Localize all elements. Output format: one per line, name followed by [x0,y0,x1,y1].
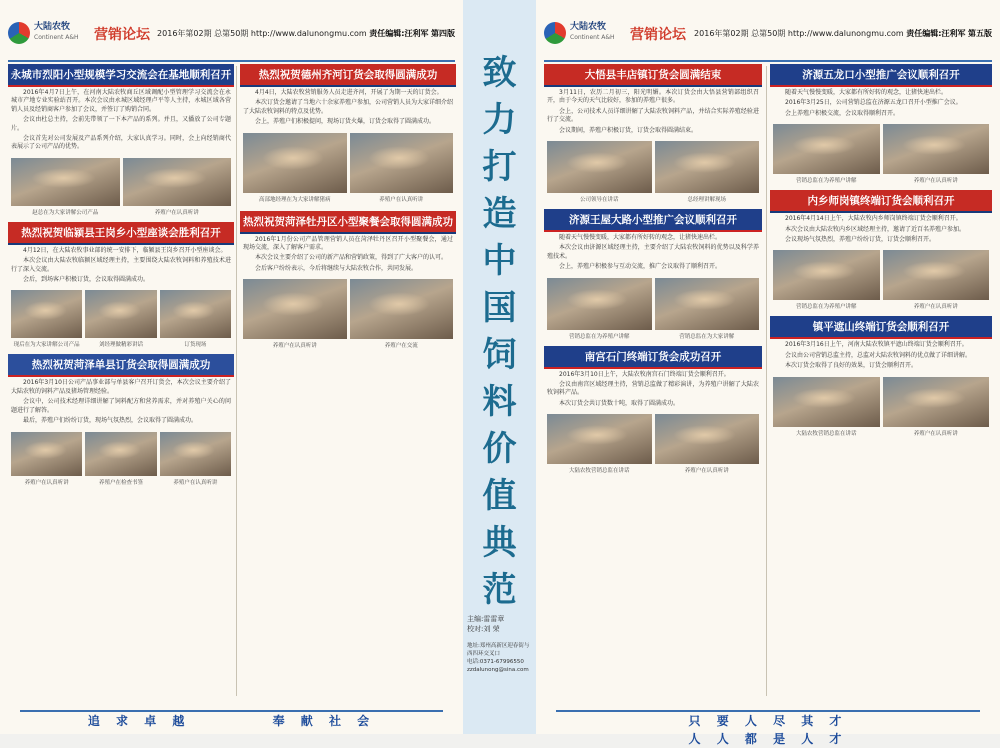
caption-row [770,176,992,184]
paragraph: 会上，公司技术人员详细讲解了大陆农牧饲料产品，并结合实际养殖经验进行了交流。 [547,107,759,124]
paragraph: 4月4日，大陆农牧营销服务人员走进齐河，开展了为期一天的订货会。 [255,89,443,96]
photo [243,133,347,193]
paragraph: 会议由杜总主持，会前先带领了一下本产品的系列。并且，又播放了公司专题片。 [11,116,231,132]
page-header [8,6,455,62]
photo [123,158,232,206]
paragraph: 2016年4月7日上午，在河南大陆农牧商丘区域调配小型管理学习交流会在永城市产地专业实验站召开。本次会议由永城区域经理卢平等人主持，永城区域各营销人员及经销商客户参加了会议，并签订了购销合同。 [11,89,231,113]
paragraph: 2016年3月25日，公司营销总监在济源五龙口召开小型推广会议。 [785,99,962,107]
photo [547,278,652,330]
slogan-left: 追 求 卓 越 [87,714,191,728]
photo-row [240,277,456,341]
photo-caption: 养殖户在交流 [384,343,418,350]
article-title: 热烈祝贺临颍县王岗乡小型座谈会胜利召开 [8,222,234,245]
page-four [0,0,463,734]
spine-title-char: 范 [482,570,517,610]
photo-caption: 养殖户在认真听讲 [379,196,424,203]
photo [160,432,231,476]
article [770,64,992,184]
slogan-left: 只 要 人 尽 其 才 [688,714,848,728]
paragraph: 本次会议由大陆农牧内乡区域经理主持，邀请了近百名养殖户参加。 [785,225,966,233]
column-divider [766,66,767,696]
editor-label: 责任编辑: [906,29,942,38]
photo-row [544,276,762,332]
center-spine [463,0,536,734]
paragraph: 2016年1月份公司产品管理营销人员在菏泽牡丹区召开小型聚餐会，通过现场交流，深入了解客户需求。 [243,235,453,252]
photo-row [8,430,234,478]
company-logo-icon [8,22,30,44]
spine-title-char: 致 [482,53,517,93]
paragraph: 本次订货会取得了良好的效果，订货会顺利召开。 [785,362,918,370]
paragraph: 会后，到场客户积极订货，会议取得圆满成功。 [23,276,150,284]
paragraph: 2016年4月14日上午，大陆农牧内乡师岗镇终端订货会顺利召开。 [785,215,962,223]
photo-caption: 营销总监在为养殖户讲解 [568,333,630,340]
article-body [770,87,992,122]
issue-number: 2016年第02期 [694,29,749,38]
paragraph: 2016年3月10日上午，大陆农牧南宫石门终端订货会顺利召开。 [559,370,730,378]
editor-label: 责任编辑: [369,29,405,38]
photo [547,414,652,464]
spine-title-char: 价 [482,429,517,469]
article-title: 南宫石门终端订货会成功召开 [544,346,762,369]
article [240,211,456,350]
caption-row [240,341,456,349]
paragraph: 会议由南宫区域经理主持，营销总监做了精彩演讲，为养殖户讲解了大陆农牧饲料产品。 [547,381,759,397]
paragraph: 3月11日，农历二月初三，阳光明媚。本次订货会由大悟县营销部组织召开，由于今天的天气比较好，参加的养殖户很多。 [547,89,759,105]
photo-caption: 总经理讲解现场 [687,197,726,204]
logo-english: Continent A&H [34,34,79,41]
phone: 0371-67996550 [479,659,524,665]
spine-title-char: 值 [482,476,517,516]
paragraph: 本次会议主要介绍了公司的新产品和营销政策，得到了广大客户的认可。 [255,254,448,262]
caption-row [544,195,762,203]
paragraph: 会议中，公司技术经理详细讲解了饲料配方和营养需求，并对养殖户关心的问题进行了解答。 [11,398,231,414]
article-body [8,245,234,289]
article-body [240,234,456,278]
photo-caption: 养殖户在认真听讲 [684,468,729,475]
chief-editor: 雷雷章 [483,615,505,623]
proofreader: 刘 荣 [483,625,500,633]
paragraph: 会议期间，养殖户积极订货，订货会取得圆满结束。 [559,126,698,134]
article [770,190,992,310]
photo-caption: 养殖户在认真听讲 [913,304,958,311]
page-number: 第四版 [431,29,455,38]
photo [883,377,990,427]
photo [350,279,454,339]
spine-title-char: 中 [482,241,517,281]
section-title: 营销论坛 [94,27,150,43]
caption-row [240,195,456,203]
paragraph: 会议现场气氛热烈，养殖户纷纷订货，订货会顺利召开。 [785,236,936,244]
logo-name: 大陆农牧 [570,22,607,32]
article-title: 镇平遮山终端订货会顺利召开 [770,316,992,339]
article [8,354,234,485]
spine-title-char: 典 [482,523,517,563]
page-five [536,0,1000,746]
proofreader-label: 校对: [467,625,484,633]
spine-title-char: 力 [482,100,517,140]
article-body [544,232,762,276]
photo-row [770,375,992,429]
column-divider [236,66,237,696]
photo-caption: 大陆农牧营销总监在讲话 [568,468,630,475]
photo-caption: 高部地经理在为大家讲解猪病 [258,196,331,203]
address: 郑州高新区迎春街与西四环交叉口 [467,643,530,657]
right-column [240,64,456,704]
photo-caption: 养殖户在认真听讲 [24,479,69,486]
paragraph: 会上养殖户积极交流，会议取得顺利召开。 [785,109,900,117]
caption-row [8,340,234,348]
photo [655,141,760,193]
photo [883,250,990,300]
paragraph: 本次会议由济源区域经理主持，主要介绍了大陆农牧饲料的优势以及科学养殖技术。 [547,244,759,260]
total-issue: 总第50期 [214,29,249,38]
photo [243,279,347,339]
photo [547,141,652,193]
spine-title-char: 造 [482,194,517,234]
photo-caption: 营销总监在为大家讲解 [679,333,735,340]
article-body [240,87,456,131]
article-title: 热烈祝贺德州齐河订货会取得圆满成功 [240,64,456,87]
photo-caption: 大陆农牧营销总监在讲话 [795,430,857,437]
issue-meta [157,28,455,39]
paragraph: 最后，养殖户们纷纷订货，现场气氛热烈，会议取得了圆满成功。 [23,417,198,425]
photo-caption: 养殖户在认真听讲 [154,209,199,216]
left-column [544,64,762,704]
paragraph: 会议首先对公司发展及产品系列介绍，大家认真学习。同时，会上向经销商代表展示了公司产品的优势。 [11,135,231,151]
paragraph: 4月12日，在大陆农牧事业部的统一安排下，临颍县王岗乡召开小型座谈会。 [23,246,227,254]
paragraph: 本次订货会邀请了当地六十余家养殖户参加，公司营销人员为大家详细介绍了大陆农牧饲料的特点及优势。 [243,99,454,115]
article [770,316,992,436]
website-link[interactable]: http://www.dalunongmu.com [787,29,904,38]
photo-row [240,131,456,195]
article-title: 内乡师岗镇终端订货会顺利召开 [770,190,992,213]
article-title: 永城市烈阳小型规模学习交流会在基地顺利召开 [8,64,234,87]
email[interactable]: zzdalunong@sina.com [467,667,529,673]
photo [883,124,990,174]
total-issue: 总第50期 [751,29,786,38]
page-header [544,6,992,62]
paragraph: 2016年3月16日上午，河南大陆农牧镇平遮山终端订货会顺利召开。 [785,341,968,349]
page-footer-slogan [20,710,443,730]
article-body [8,87,234,156]
photo-caption: 养殖户在认真听讲 [272,343,317,350]
photo-caption: 现后在为大家讲解公司产品 [13,342,80,349]
article-body [770,213,992,248]
photo-row [8,156,234,208]
article-title: 济源五龙口小型推广会议顺利召开 [770,64,992,87]
caption-row [8,208,234,216]
logo-name: 大陆农牧 [34,22,71,32]
spine-title-char: 料 [482,382,517,422]
paragraph: 随着天气慢慢变暖，大家都有所好转的观念，让猪快速出栏。 [559,234,722,242]
photo [655,278,760,330]
photo-row [770,248,992,302]
spine-title-char: 饲 [482,335,517,375]
website-link[interactable]: http://www.dalunongmu.com [250,29,367,38]
phone-label: 电话: [467,659,480,665]
issue-number: 2016年第02期 [157,29,212,38]
article-title: 热烈祝贺菏泽牡丹区小型聚餐会取得圆满成功 [240,211,456,234]
caption-row [770,429,992,437]
photo-caption: 养殖户在认真听讲 [913,178,958,185]
paragraph: 会后客户纷纷表示，今后将继续与大陆农牧合作，共同发展。 [255,264,418,272]
photo-row [770,122,992,176]
page-number: 第五版 [968,29,992,38]
address-label: 地址: [467,643,480,649]
photo-row [8,288,234,340]
spine-title-char: 打 [482,147,517,187]
logo-english: Continent A&H [570,34,615,41]
caption-row [8,478,234,486]
chief-editor-label: 主编: [467,615,484,623]
article-body [8,377,234,429]
article-title: 大悟县丰店镇订货会圆满结束 [544,64,762,87]
section-title: 营销论坛 [630,27,686,43]
photo-caption: 公司领导在讲话 [579,197,619,204]
left-column [8,64,234,704]
photo-caption: 营销总监在为养殖户讲解 [795,178,857,185]
article [8,222,234,349]
article [544,209,762,340]
photo [11,158,120,206]
photo [11,432,82,476]
issue-meta [694,28,992,39]
paragraph: 会上，养殖户积极参与互动交流，推广会议取得了顺利召开。 [559,263,722,271]
article [544,346,762,475]
caption-row [544,332,762,340]
caption-row [770,302,992,310]
photo [773,377,880,427]
photo [85,432,156,476]
photo-row [544,139,762,195]
paragraph: 本次会议由大陆农牧临颍区域经理主持，主要围绕大陆农牧饲料和养殖技术进行了深入交流。 [11,257,231,273]
article-title: 济源王屋大路小型推广会议顺利召开 [544,209,762,232]
paragraph: 2016年3月10日公司产品事业部与单县客户召开订货会，本次会议主要介绍了大陆农牧的饲料产品及猪场管理经验。 [11,379,231,395]
photo-caption: 养殖户在认真听讲 [913,430,958,437]
photo-caption: 养殖户在认真听讲 [173,479,218,486]
photo-caption: 赵总在为大家讲解公司产品 [32,209,99,216]
photo [773,250,880,300]
article [8,64,234,216]
paragraph: 会议由公司营销总监主持，总监对大陆农牧饲料的优点做了详细讲解。 [785,351,972,359]
page-footer-slogan [556,710,980,746]
article-body [544,369,762,413]
photo-row [544,412,762,466]
article [544,64,762,203]
caption-row [544,466,762,474]
photo [160,290,231,338]
editor-name: 汪利军 [941,29,966,38]
paragraph: 会上，养殖户们积极提问，现场订货火爆，订货会取得了圆满成功。 [255,118,436,126]
paragraph: 本次订货会共订货数十吨，取得了圆满成功。 [559,399,680,407]
article [240,64,456,203]
slogan-right: 奉 献 社 会 [272,714,376,728]
company-logo-icon [544,22,566,44]
article-title: 热烈祝贺菏泽单县订货会取得圆满成功 [8,354,234,377]
slogan-right: 人 人 都 是 人 才 [688,732,848,746]
photo [11,290,82,338]
spine-title-char: 国 [482,288,517,328]
editor-name: 汪利军 [404,29,429,38]
spine-slogan [463,50,536,614]
photo-caption: 营销总监在为养殖户讲解 [795,304,857,311]
contact-info [467,642,533,674]
paragraph: 随着天气慢慢变暖，大家都有所好转的观念，让猪快速出栏。 [785,89,948,96]
photo [655,414,760,464]
editorial-credits [467,614,504,634]
photo-caption: 刘经理做精彩讲话 [98,342,143,349]
photo [85,290,156,338]
photo-caption: 养殖户在检查书签 [98,479,143,486]
article-body [770,339,992,374]
right-column [770,64,992,704]
photo-caption: 订货现场 [184,342,207,349]
photo [773,124,880,174]
article-body [544,87,762,139]
photo [350,133,454,193]
